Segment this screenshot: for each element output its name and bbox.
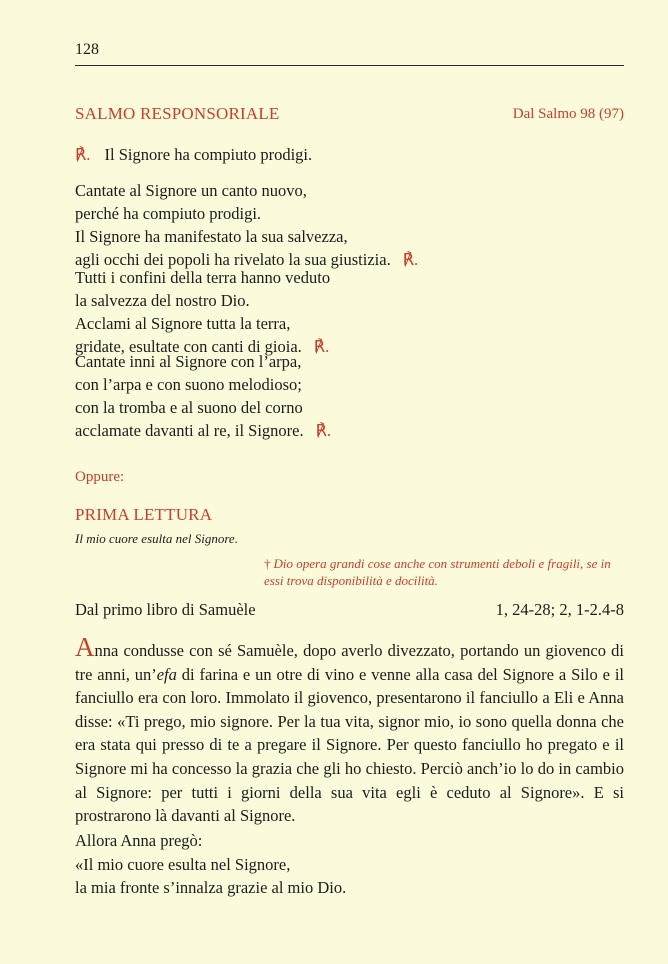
stanza-line: Acclami al Signore tutta la terra, bbox=[75, 314, 291, 333]
response-symbol: ℟. bbox=[313, 337, 330, 356]
reading-title: PRIMA LETTURA bbox=[75, 505, 213, 524]
stanza-line: la salvezza del nostro Dio. bbox=[75, 291, 250, 310]
psalm-stanza-2 bbox=[75, 266, 330, 358]
psalm-stanza-1 bbox=[75, 179, 418, 271]
note-text: Dio opera grandi cose anche con strumenti deboli e fragili, se in essi trova disponibilità e docilità. bbox=[264, 556, 611, 588]
page-number: 128 bbox=[75, 41, 99, 58]
psalm-title: SALMO RESPONSORIALE bbox=[75, 104, 280, 123]
header-rule bbox=[75, 65, 624, 66]
continuation-line: «Il mio cuore esulta nel Signore, bbox=[75, 854, 291, 874]
continuation-line: la mia fronte s’innalza grazie al mio Dio. bbox=[75, 878, 347, 898]
reading-body bbox=[75, 634, 624, 828]
stanza-line: con l’arpa e con suono melodioso; bbox=[75, 375, 302, 394]
reading-continuation bbox=[75, 829, 346, 900]
response-symbol: ℟. bbox=[402, 250, 419, 269]
stanza-line: Cantate al Signore un canto nuovo, bbox=[75, 181, 307, 200]
reading-subtitle: Il mio cuore esulta nel Signore. bbox=[75, 531, 238, 546]
reading-source-line bbox=[75, 600, 624, 620]
efa-term: efa bbox=[156, 664, 177, 684]
response-symbol: ℟. bbox=[315, 421, 332, 440]
stanza-line: con la tromba e al suono del corno bbox=[75, 398, 303, 417]
reading-reference: 1, 24-28; 2, 1-2.4-8 bbox=[495, 600, 624, 619]
stanza-line: Il Signore ha manifestato la sua salvezza, bbox=[75, 227, 348, 246]
stanza-line: Tutti i confini della terra hanno veduto bbox=[75, 268, 331, 287]
stanza-line: perché ha compiuto prodigi. bbox=[75, 204, 262, 223]
stanza-line: agli occhi dei popoli ha rivelato la sua giustizia. ℟. bbox=[75, 250, 419, 269]
reading-note bbox=[264, 555, 624, 589]
response-symbol: ℟. bbox=[75, 145, 91, 164]
psalm-source: Dal Salmo 98 (97) bbox=[512, 106, 624, 122]
drop-cap: A bbox=[75, 632, 95, 662]
reading-source: Dal primo libro di Samuèle bbox=[75, 600, 256, 619]
reading-paragraph: Anna condusse con sé Samuèle, dopo averlo divezzato, portando un giovenco di tre anni, un’efa di farina e un otre di vino e venne alla casa del Signore a Silo e il fanciullo era con loro. Immolato il giovenco, presentarono il fanciullo a Eli e Anna disse: «Ti prego, mio signore. Per la tua vita, signor mio, io sono quella donna che era stata qui presso di te a pregare il Signore. Per questo fanciullo ho pregato e il Signore mi ha concesso la grazia che gli ho chiesto. Perciò anch’io lo do in cambio al Signore: per tutti i giorni della sua vita egli è ceduto al Signore». E si prostrarono là davanti al Signore. bbox=[75, 632, 624, 826]
stanza-line: gridate, esultate con canti di gioia. ℟. bbox=[75, 337, 330, 356]
psalm-stanza-3 bbox=[75, 350, 331, 442]
psalm-response bbox=[75, 145, 312, 165]
response-text: Il Signore ha compiuto prodigi. bbox=[104, 145, 313, 164]
stanza-line: Cantate inni al Signore con l’arpa, bbox=[75, 352, 302, 371]
alternative-label: Oppure: bbox=[75, 469, 125, 485]
dagger-icon: † bbox=[264, 556, 271, 571]
continuation-line: Allora Anna pregò: bbox=[75, 831, 203, 850]
stanza-line: acclamate davanti al re, il Signore. ℟. bbox=[75, 421, 332, 440]
